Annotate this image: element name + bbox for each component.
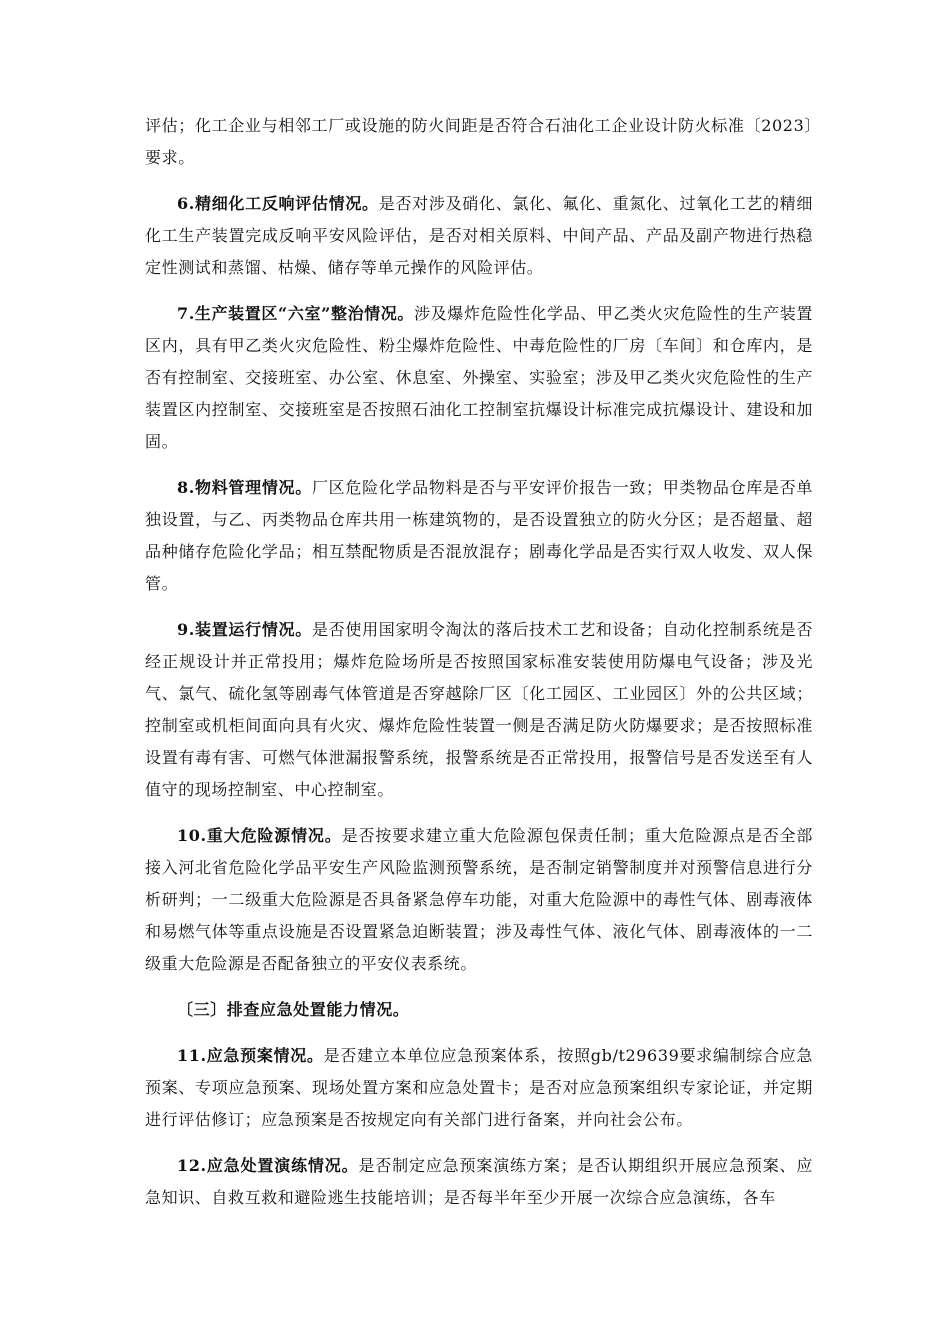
- paragraph-heading: 9.装置运行情况。: [177, 620, 312, 639]
- paragraph-heading: 12.应急处置演练情况。: [177, 1156, 359, 1175]
- paragraph-body: 涉及爆炸危险性化学品、甲乙类火灾危险性的生产装置区内，具有甲乙类火灾危险性、粉尘爆炸危险性、中毒危险性的厂房〔车间〕和仓库内，是否有控制室、交接班室、办公室、休息室、外操室、实验室；涉及甲乙类火灾危险性的生产装置区内控制室、交接班室是否按照石油化工控制室抗爆设计标准完成抗爆设计、建设和加固。: [145, 304, 813, 451]
- paragraph-heading: 10.重大危险源情况。: [177, 826, 342, 845]
- paragraph-body: 是否建立本单位应急预案体系，按照gb/t29639要求编制综合应急预案、专项应急预案、现场处置方案和应急处置卡；是否对应急预案组织专家论证，并定期进行评估修订；应急预案是否按规定向有关部门进行备案，并向社会公布。: [145, 1046, 813, 1129]
- section-heading-emergency-capability: [145, 994, 813, 1026]
- paragraph-body: 是否按要求建立重大危险源包保责任制；重大危险源点是否全部接入河北省危险化学品平安生产风险监测预警系统，是否制定销警制度并对预警信息进行分析研判；一二级重大危险源是否具备紧急停车功能，对重大危险源中的毒性气体、剧毒液体和易燃气体等重点设施是否设置紧急迫断装置；涉及毒性气体、液化气体、剧毒液体的一二级重大危险源是否配备独立的平安仪表系统。: [145, 826, 813, 973]
- paragraph-heading: 7.生产装置区“六室”整治情况。: [177, 304, 415, 323]
- paragraph-body: 是否制定应急预案演练方案；是否认期组织开展应急预案、应急知识、自救互救和避险逃生技能培训；是否每半年至少开展一次综合应急演练，各车: [145, 1156, 813, 1207]
- paragraph-body: 是否使用国家明令淘汰的落后技术工艺和设备；自动化控制系统是否经正规设计并正常投用；爆炸危险场所是否按照国家标准安装使用防爆电气设备；涉及光气、氯气、硫化氢等剧毒气体管道是否穿越除厂区〔化工园区、工业园区〕外的公共区域；控制室或机柜间面向具有火灾、爆炸危险性装置一侧是否满足防火防爆要求；是否按照标准设置有毒有害、可燃气体泄漏报警系统，报警系统是否正常投用，报警信号是否发送至有人值守的现场控制室、中心控制室。: [145, 620, 813, 799]
- section-heading: 〔三〕排查应急处置能力情况。: [177, 1000, 410, 1019]
- paragraph-heading: 8.物料管理情况。: [177, 478, 312, 497]
- paragraph-11-emergency-plans: [145, 1040, 813, 1136]
- document-page: [145, 110, 813, 1214]
- paragraph-7-six-rooms-rectification: [145, 298, 813, 458]
- paragraph-body: 是否对涉及硝化、氯化、氟化、重氮化、过氧化工艺的精细化工生产装置完成反响平安风险评估，是否对相关原料、中间产品、产品及副产物进行热稳定性测试和蒸馏、枯燥、储存等单元操作的风险评估。: [145, 194, 813, 277]
- paragraph-6-refined-chemical-reaction-evaluation: [145, 188, 813, 284]
- paragraph-10-major-hazard-sources: [145, 820, 813, 980]
- paragraph-heading: 6.精细化工反响评估情况。: [177, 194, 379, 213]
- paragraph-heading: 11.应急预案情况。: [177, 1046, 324, 1065]
- paragraph-12-emergency-drills: [145, 1150, 813, 1214]
- paragraph-8-material-management: [145, 472, 813, 600]
- paragraph-body: 评估；化工企业与相邻工厂或设施的防火间距是否符合石油化工企业设计防火标准〔2023〕要求。: [145, 116, 813, 167]
- paragraph-9-device-operation: [145, 614, 813, 806]
- paragraph-body: 厂区危险化学品物料是否与平安评价报告一致；甲类物品仓库是否单独设置，与乙、丙类物品仓库共用一栋建筑物的，是否设置独立的防火分区；是否超量、超品种储存危险化学品；相互禁配物质是否混放混存；剧毒化学品是否实行双人收发、双人保管。: [145, 478, 813, 593]
- paragraph-continuation: [145, 110, 813, 174]
